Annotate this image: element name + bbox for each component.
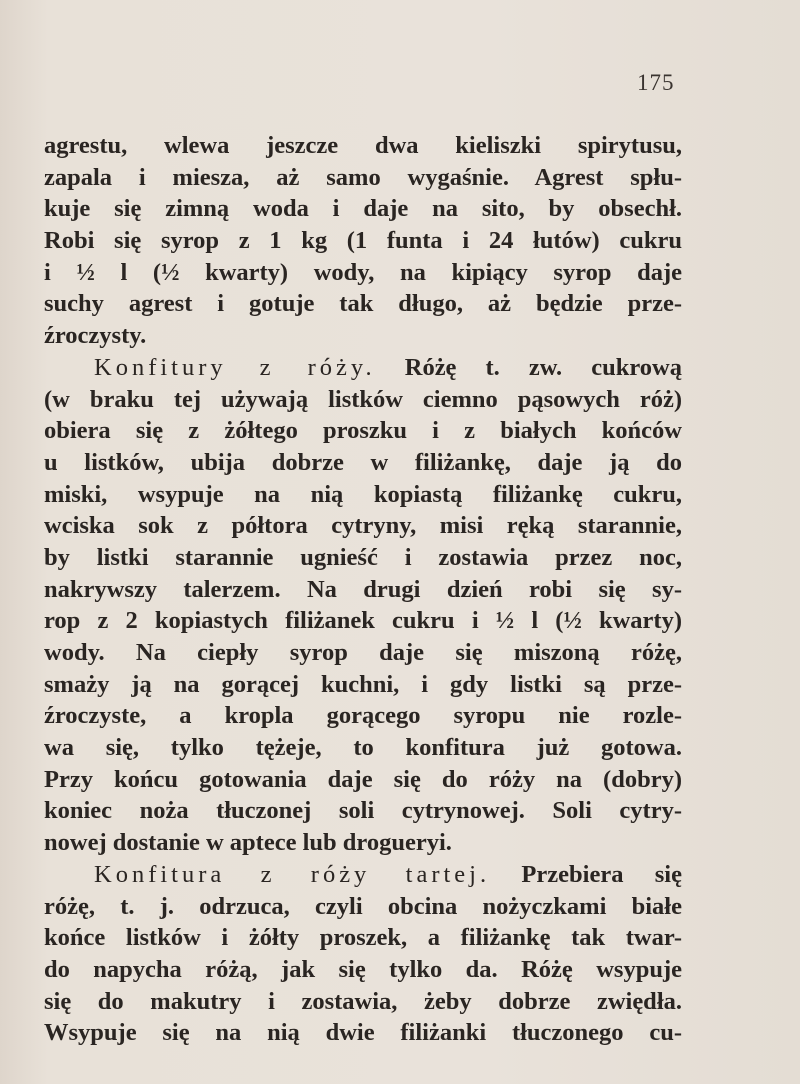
text-line: u listków, ubija dobrze w filiżankę, daje ją do — [44, 448, 682, 476]
text-line: wody. Na ciepły syrop daje się miszoną różę, — [44, 639, 682, 666]
text-line: Robi się syrop z 1 kg (1 funta i 24 łutów) cukru — [44, 227, 682, 255]
text-line: obiera się z żółtego proszku i z białych końców — [44, 417, 682, 445]
text-line: różę, t. j. odrzuca, czyli obcina nożyczkami białe — [44, 892, 682, 920]
text-line: się do makutry i zostawia, żeby dobrze zwiędła. — [44, 987, 682, 1015]
text-line: Wsypuje się na nią dwie filiżanki tłuczonego cu- — [44, 1019, 682, 1047]
text-line: nowej dostanie w aptece lub drogueryi. — [44, 829, 452, 857]
text-line: by listki starannie ugnieść i zostawia przez noc, — [44, 543, 682, 571]
text-line: wa się, tylko tężeje, to konfitura już gotowa. — [44, 734, 682, 762]
text-line: wciska sok z półtora cytryny, misi ręką starannie, — [44, 512, 682, 540]
text-line: źroczysty. — [44, 322, 147, 350]
text-line: źroczyste, a kropla gorącego syropu nie rozle- — [44, 702, 682, 730]
text-line: (w braku tej używają listków ciemno pąsowych róż) — [44, 385, 682, 413]
section-heading: Konfitury z róży. — [94, 353, 376, 381]
text-line: Konfitury z róży. Różę t. zw. cukrową — [94, 353, 682, 381]
text-line: miski, wsypuje na nią kopiastą filiżankę cukru, — [44, 480, 682, 508]
text-line: do napycha różą, jak się tylko da. Różę wsypuje — [44, 955, 682, 983]
text-line: suchy agrest i gotuje tak długo, aż będzie prze- — [44, 290, 682, 318]
section-heading: Konfitura z róży tartej. — [94, 860, 491, 888]
text-line: Konfitura z róży tartej. Przebiera się — [94, 860, 682, 888]
text-line: i ½ l (½ kwarty) wody, na kipiący syrop daje — [44, 258, 682, 286]
text-line: smaży ją na gorącej kuchni, i gdy listki są prze- — [44, 670, 682, 698]
text-line: nakrywszy talerzem. Na drugi dzień robi się sy- — [44, 575, 682, 603]
text-line: kuje się zimną woda i daje na sito, by obsechł. — [44, 195, 682, 223]
text-line: zapala i miesza, aż samo wygaśnie. Agrest spłu- — [44, 163, 682, 191]
text-line: końce listków i żółty proszek, a filiżankę tak twar- — [44, 924, 682, 952]
body-text — [44, 130, 682, 1049]
text-line: koniec noża tłuczonej soli cytrynowej. Soli cytry- — [44, 797, 682, 825]
text-line: rop z 2 kopiastych filiżanek cukru i ½ l (½ kwarty) — [44, 607, 682, 635]
text-line: Przy końcu gotowania daje się do róży na (dobry) — [44, 765, 682, 793]
text-line: agrestu, wlewa jeszcze dwa kieliszki spirytusu, — [44, 132, 682, 159]
page-number: 175 — [637, 70, 675, 95]
